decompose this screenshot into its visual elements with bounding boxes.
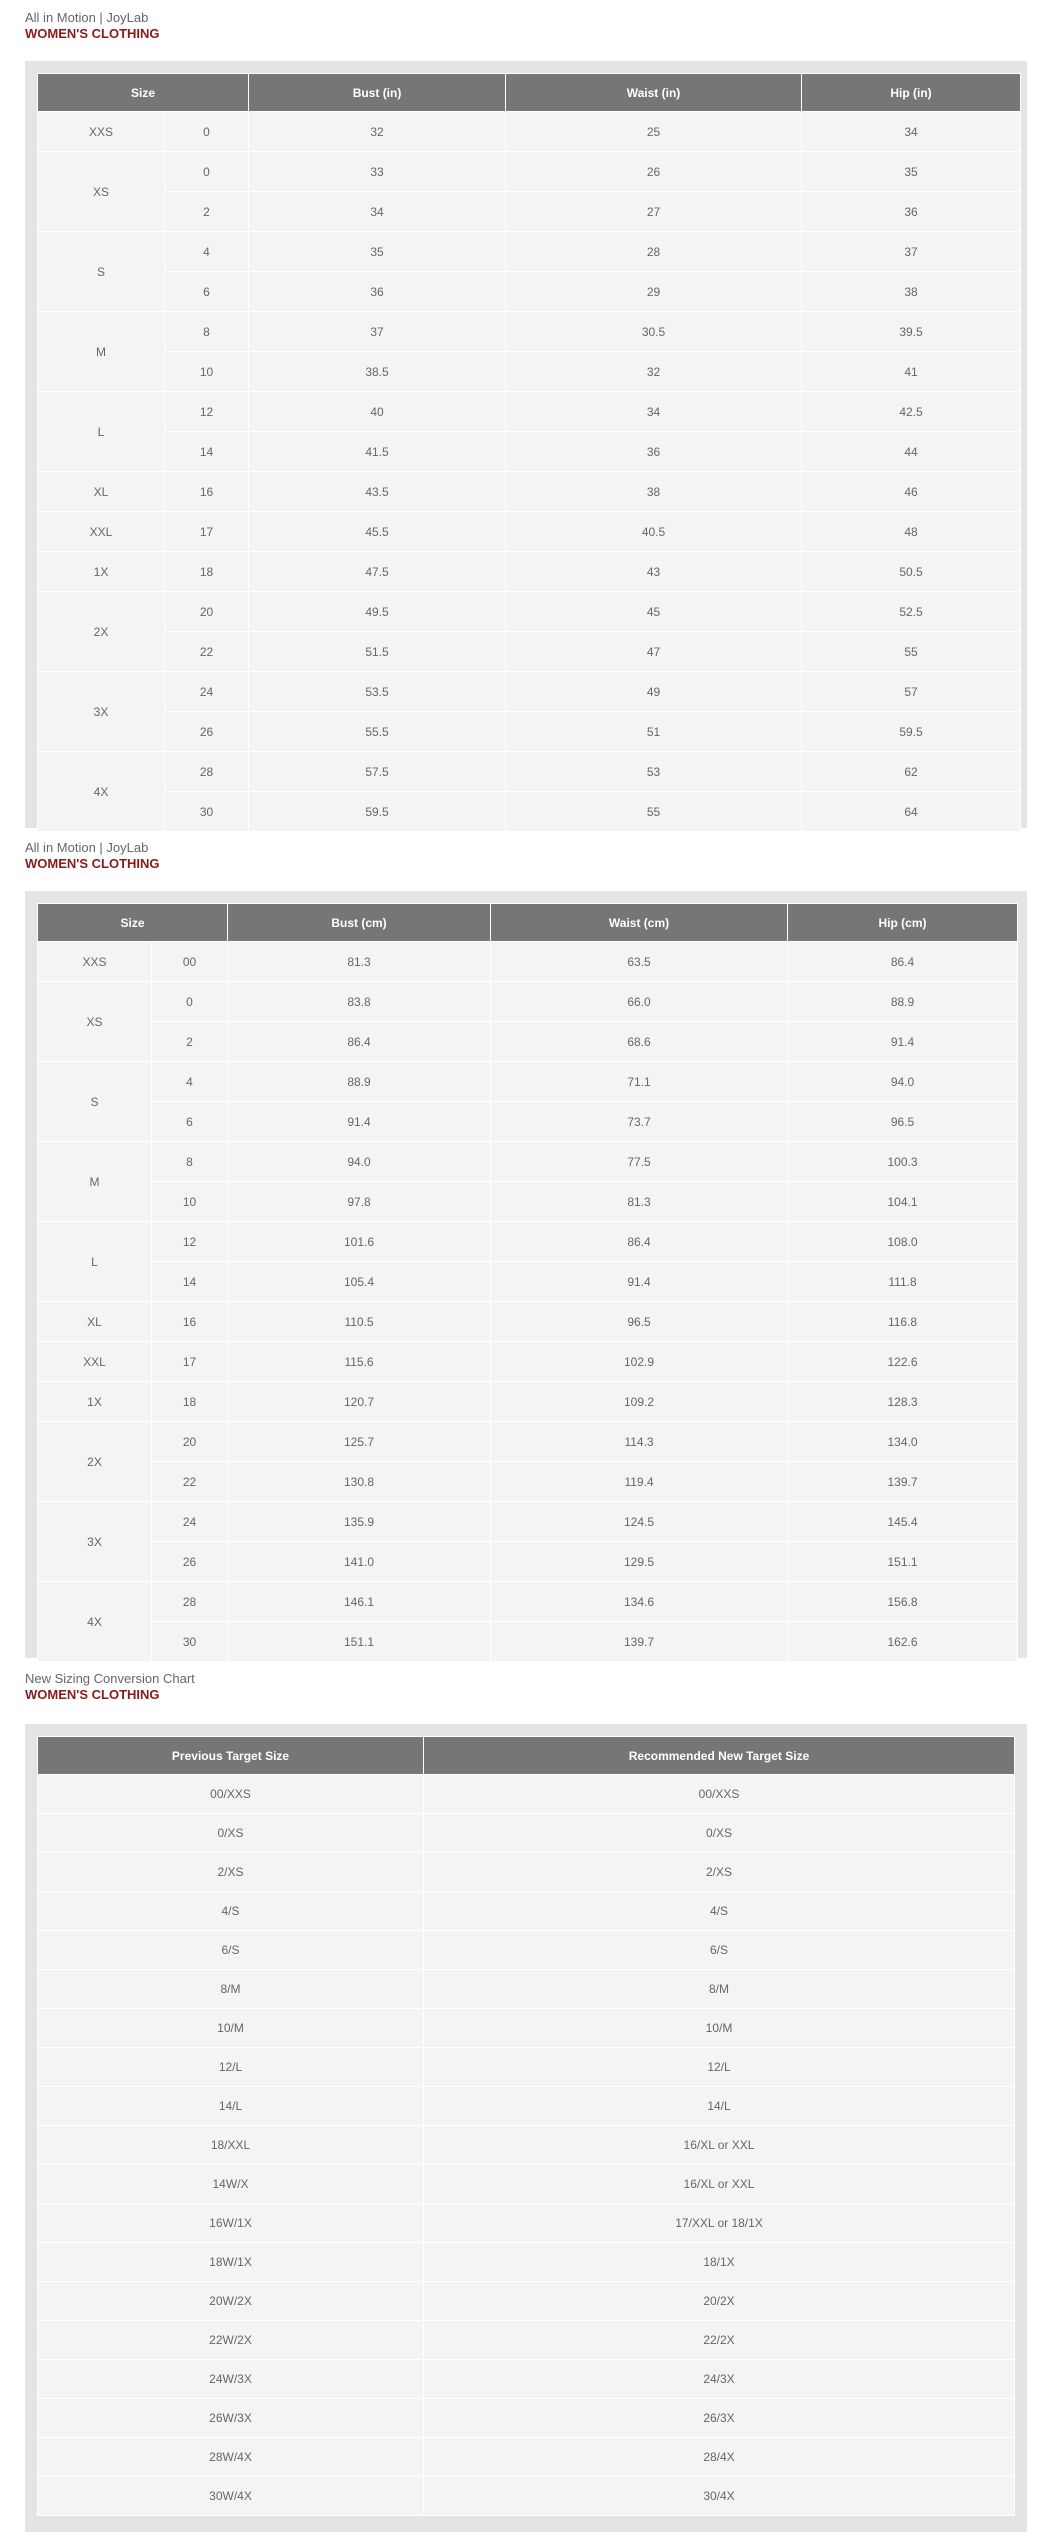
table-row — [38, 1462, 1017, 1501]
conversion-body — [38, 1775, 1014, 2515]
numeric-size-cell: 4 — [152, 1062, 227, 1101]
recommended-size-cell: 0/XS — [424, 1814, 1014, 1852]
table-row — [38, 2438, 1014, 2476]
table-row — [38, 312, 1020, 351]
conversion-chart-title: New Sizing Conversion Chart — [25, 1671, 195, 1686]
recommended-size-cell: 8/M — [424, 1970, 1014, 2008]
header-previous-size: Previous Target Size — [38, 1737, 423, 1774]
size-chart-cm-table — [37, 903, 1018, 1662]
size-label-cell: 4X — [38, 1582, 151, 1661]
category-title: WOMEN'S CLOTHING — [25, 1687, 160, 1702]
waist-cell: 81.3 — [491, 1182, 787, 1221]
table-row — [38, 1622, 1017, 1661]
previous-size-cell: 16W/1X — [38, 2204, 423, 2242]
table-row — [38, 2048, 1014, 2086]
table-row — [38, 1222, 1017, 1261]
table-row — [38, 232, 1020, 271]
header-waist: Waist (cm) — [491, 904, 787, 941]
waist-cell: 32 — [506, 352, 801, 391]
bust-cell: 110.5 — [228, 1302, 490, 1341]
previous-size-cell: 22W/2X — [38, 2321, 423, 2359]
numeric-size-cell: 0 — [152, 982, 227, 1021]
numeric-size-cell: 10 — [152, 1182, 227, 1221]
table-row — [38, 2126, 1014, 2164]
size-chart-body — [38, 112, 1020, 831]
waist-cell: 129.5 — [491, 1542, 787, 1581]
numeric-size-cell: 16 — [152, 1302, 227, 1341]
size-label-cell: 3X — [38, 1502, 151, 1581]
numeric-size-cell: 30 — [152, 1622, 227, 1661]
category-title: WOMEN'S CLOTHING — [25, 26, 160, 41]
hip-cell: 62 — [802, 752, 1020, 791]
recommended-size-cell: 26/3X — [424, 2399, 1014, 2437]
bust-cell: 34 — [249, 192, 505, 231]
numeric-size-cell: 12 — [165, 392, 248, 431]
bust-cell: 35 — [249, 232, 505, 271]
waist-cell: 139.7 — [491, 1622, 787, 1661]
waist-cell: 29 — [506, 272, 801, 311]
size-conversion-table — [37, 1736, 1015, 2516]
bust-cell: 135.9 — [228, 1502, 490, 1541]
waist-cell: 25 — [506, 112, 801, 151]
table-row — [38, 512, 1020, 551]
hip-cell: 116.8 — [788, 1302, 1017, 1341]
header-size: Size — [38, 904, 227, 941]
waist-cell: 71.1 — [491, 1062, 787, 1101]
header-size: Size — [38, 74, 248, 111]
numeric-size-cell: 10 — [165, 352, 248, 391]
hip-cell: 46 — [802, 472, 1020, 511]
size-chart-inches-section — [25, 10, 1027, 830]
table-row — [38, 1502, 1017, 1541]
size-chart-cm-section — [25, 840, 1027, 1660]
header-waist: Waist (in) — [506, 74, 801, 111]
waist-cell: 38 — [506, 472, 801, 511]
waist-cell: 49 — [506, 672, 801, 711]
previous-size-cell: 18/XXL — [38, 2126, 423, 2164]
bust-cell: 32 — [249, 112, 505, 151]
waist-cell: 73.7 — [491, 1102, 787, 1141]
header-bust: Bust (cm) — [228, 904, 490, 941]
hip-cell: 104.1 — [788, 1182, 1017, 1221]
size-label-cell: 2X — [38, 1422, 151, 1501]
hip-cell: 145.4 — [788, 1502, 1017, 1541]
table-row — [38, 672, 1020, 711]
table-row — [38, 752, 1020, 791]
table-row — [38, 2243, 1014, 2281]
numeric-size-cell: 20 — [165, 592, 248, 631]
previous-size-cell: 2/XS — [38, 1853, 423, 1891]
table-row — [38, 1814, 1014, 1852]
hip-cell: 41 — [802, 352, 1020, 391]
hip-cell: 36 — [802, 192, 1020, 231]
hip-cell: 134.0 — [788, 1422, 1017, 1461]
size-label-cell: XS — [38, 152, 164, 231]
size-label-cell: XXL — [38, 512, 164, 551]
size-conversion-section — [25, 1671, 1027, 2533]
table-row — [38, 1342, 1017, 1381]
header-hip: Hip (in) — [802, 74, 1020, 111]
table-row — [38, 2009, 1014, 2047]
brand-label: All in Motion | JoyLab — [25, 840, 149, 855]
table-row — [38, 632, 1020, 671]
table-row — [38, 792, 1020, 831]
waist-cell: 86.4 — [491, 1222, 787, 1261]
bust-cell: 120.7 — [228, 1382, 490, 1421]
numeric-size-cell: 20 — [152, 1422, 227, 1461]
table-panel — [25, 891, 1027, 1658]
bust-cell: 94.0 — [228, 1142, 490, 1181]
waist-cell: 134.6 — [491, 1582, 787, 1621]
previous-size-cell: 6/S — [38, 1931, 423, 1969]
table-row — [38, 2282, 1014, 2320]
bust-cell: 59.5 — [249, 792, 505, 831]
numeric-size-cell: 26 — [165, 712, 248, 751]
waist-cell: 55 — [506, 792, 801, 831]
hip-cell: 94.0 — [788, 1062, 1017, 1101]
size-label-cell: L — [38, 1222, 151, 1301]
numeric-size-cell: 28 — [152, 1582, 227, 1621]
bust-cell: 43.5 — [249, 472, 505, 511]
table-row — [38, 2165, 1014, 2203]
table-row — [38, 432, 1020, 471]
table-row — [38, 1102, 1017, 1141]
numeric-size-cell: 30 — [165, 792, 248, 831]
numeric-size-cell: 22 — [165, 632, 248, 671]
numeric-size-cell: 18 — [152, 1382, 227, 1421]
numeric-size-cell: 4 — [165, 232, 248, 271]
waist-cell: 26 — [506, 152, 801, 191]
hip-cell: 88.9 — [788, 982, 1017, 1021]
table-row — [38, 1775, 1014, 1813]
numeric-size-cell: 6 — [152, 1102, 227, 1141]
hip-cell: 108.0 — [788, 1222, 1017, 1261]
table-row — [38, 1853, 1014, 1891]
size-label-cell: 3X — [38, 672, 164, 751]
table-row — [38, 1182, 1017, 1221]
previous-size-cell: 8/M — [38, 1970, 423, 2008]
size-label-cell: 1X — [38, 552, 164, 591]
recommended-size-cell: 16/XL or XXL — [424, 2165, 1014, 2203]
hip-cell: 122.6 — [788, 1342, 1017, 1381]
bust-cell: 37 — [249, 312, 505, 351]
table-row — [38, 1422, 1017, 1461]
hip-cell: 91.4 — [788, 1022, 1017, 1061]
table-row — [38, 272, 1020, 311]
bust-cell: 41.5 — [249, 432, 505, 471]
hip-cell: 128.3 — [788, 1382, 1017, 1421]
table-row — [38, 592, 1020, 631]
waist-cell: 28 — [506, 232, 801, 271]
numeric-size-cell: 18 — [165, 552, 248, 591]
bust-cell: 91.4 — [228, 1102, 490, 1141]
previous-size-cell: 12/L — [38, 2048, 423, 2086]
size-chart-body — [38, 942, 1017, 1661]
bust-cell: 55.5 — [249, 712, 505, 751]
size-label-cell: M — [38, 312, 164, 391]
hip-cell: 48 — [802, 512, 1020, 551]
hip-cell: 151.1 — [788, 1542, 1017, 1581]
table-row — [38, 2204, 1014, 2242]
size-label-cell: L — [38, 392, 164, 471]
size-label-cell: S — [38, 232, 164, 311]
numeric-size-cell: 0 — [165, 152, 248, 191]
hip-cell: 37 — [802, 232, 1020, 271]
recommended-size-cell: 16/XL or XXL — [424, 2126, 1014, 2164]
numeric-size-cell: 26 — [152, 1542, 227, 1581]
waist-cell: 124.5 — [491, 1502, 787, 1541]
bust-cell: 83.8 — [228, 982, 490, 1021]
previous-size-cell: 30W/4X — [38, 2477, 423, 2515]
table-panel — [25, 1724, 1027, 2532]
table-row — [38, 1892, 1014, 1930]
waist-cell: 30.5 — [506, 312, 801, 351]
numeric-size-cell: 12 — [152, 1222, 227, 1261]
numeric-size-cell: 17 — [165, 512, 248, 551]
waist-cell: 40.5 — [506, 512, 801, 551]
bust-cell: 105.4 — [228, 1262, 490, 1301]
category-title: WOMEN'S CLOTHING — [25, 856, 160, 871]
recommended-size-cell: 18/1X — [424, 2243, 1014, 2281]
numeric-size-cell: 24 — [165, 672, 248, 711]
table-row — [38, 1262, 1017, 1301]
numeric-size-cell: 17 — [152, 1342, 227, 1381]
waist-cell: 119.4 — [491, 1462, 787, 1501]
table-row — [38, 1931, 1014, 1969]
bust-cell: 115.6 — [228, 1342, 490, 1381]
recommended-size-cell: 2/XS — [424, 1853, 1014, 1891]
size-label-cell: XXL — [38, 1342, 151, 1381]
hip-cell: 34 — [802, 112, 1020, 151]
bust-cell: 33 — [249, 152, 505, 191]
size-label-cell: XS — [38, 982, 151, 1061]
numeric-size-cell: 6 — [165, 272, 248, 311]
hip-cell: 59.5 — [802, 712, 1020, 751]
previous-size-cell: 10/M — [38, 2009, 423, 2047]
bust-cell: 101.6 — [228, 1222, 490, 1261]
waist-cell: 114.3 — [491, 1422, 787, 1461]
waist-cell: 66.0 — [491, 982, 787, 1021]
table-row — [38, 152, 1020, 191]
numeric-size-cell: 22 — [152, 1462, 227, 1501]
hip-cell: 64 — [802, 792, 1020, 831]
waist-cell: 96.5 — [491, 1302, 787, 1341]
table-panel — [25, 61, 1027, 828]
table-row — [38, 1142, 1017, 1181]
hip-cell: 44 — [802, 432, 1020, 471]
size-label-cell: M — [38, 1142, 151, 1221]
waist-cell: 109.2 — [491, 1382, 787, 1421]
size-chart-inches-table — [37, 73, 1021, 832]
numeric-size-cell: 28 — [165, 752, 248, 791]
waist-cell: 34 — [506, 392, 801, 431]
bust-cell: 47.5 — [249, 552, 505, 591]
table-row — [38, 982, 1017, 1021]
table-row — [38, 1302, 1017, 1341]
table-row — [38, 352, 1020, 391]
recommended-size-cell: 22/2X — [424, 2321, 1014, 2359]
previous-size-cell: 26W/3X — [38, 2399, 423, 2437]
bust-cell: 146.1 — [228, 1582, 490, 1621]
table-row — [38, 712, 1020, 751]
recommended-size-cell: 00/XXS — [424, 1775, 1014, 1813]
hip-cell: 100.3 — [788, 1142, 1017, 1181]
hip-cell: 55 — [802, 632, 1020, 671]
brand-label: All in Motion | JoyLab — [25, 10, 149, 25]
table-row — [38, 2399, 1014, 2437]
bust-cell: 57.5 — [249, 752, 505, 791]
table-row — [38, 112, 1020, 151]
waist-cell: 77.5 — [491, 1142, 787, 1181]
numeric-size-cell: 14 — [165, 432, 248, 471]
bust-cell: 81.3 — [228, 942, 490, 981]
waist-cell: 51 — [506, 712, 801, 751]
size-label-cell: 1X — [38, 1382, 151, 1421]
hip-cell: 35 — [802, 152, 1020, 191]
table-row — [38, 2321, 1014, 2359]
hip-cell: 57 — [802, 672, 1020, 711]
table-row — [38, 1022, 1017, 1061]
previous-size-cell: 24W/3X — [38, 2360, 423, 2398]
previous-size-cell: 18W/1X — [38, 2243, 423, 2281]
hip-cell: 86.4 — [788, 942, 1017, 981]
recommended-size-cell: 20/2X — [424, 2282, 1014, 2320]
waist-cell: 47 — [506, 632, 801, 671]
waist-cell: 68.6 — [491, 1022, 787, 1061]
numeric-size-cell: 16 — [165, 472, 248, 511]
table-row — [38, 1542, 1017, 1581]
table-row — [38, 2087, 1014, 2125]
table-row — [38, 392, 1020, 431]
previous-size-cell: 14/L — [38, 2087, 423, 2125]
bust-cell: 141.0 — [228, 1542, 490, 1581]
waist-cell: 45 — [506, 592, 801, 631]
table-row — [38, 942, 1017, 981]
recommended-size-cell: 24/3X — [424, 2360, 1014, 2398]
bust-cell: 36 — [249, 272, 505, 311]
table-row — [38, 1382, 1017, 1421]
recommended-size-cell: 17/XXL or 18/1X — [424, 2204, 1014, 2242]
size-label-cell: 4X — [38, 752, 164, 831]
bust-cell: 151.1 — [228, 1622, 490, 1661]
numeric-size-cell: 00 — [152, 942, 227, 981]
header-new-size: Recommended New Target Size — [424, 1737, 1014, 1774]
waist-cell: 43 — [506, 552, 801, 591]
recommended-size-cell: 12/L — [424, 2048, 1014, 2086]
waist-cell: 63.5 — [491, 942, 787, 981]
bust-cell: 130.8 — [228, 1462, 490, 1501]
hip-cell: 162.6 — [788, 1622, 1017, 1661]
size-label-cell: XL — [38, 472, 164, 511]
previous-size-cell: 0/XS — [38, 1814, 423, 1852]
bust-cell: 51.5 — [249, 632, 505, 671]
table-row — [38, 2360, 1014, 2398]
recommended-size-cell: 14/L — [424, 2087, 1014, 2125]
waist-cell: 91.4 — [491, 1262, 787, 1301]
size-label-cell: XXS — [38, 942, 151, 981]
hip-cell: 52.5 — [802, 592, 1020, 631]
recommended-size-cell: 10/M — [424, 2009, 1014, 2047]
bust-cell: 38.5 — [249, 352, 505, 391]
size-label-cell: XL — [38, 1302, 151, 1341]
hip-cell: 42.5 — [802, 392, 1020, 431]
table-row — [38, 472, 1020, 511]
waist-cell: 36 — [506, 432, 801, 471]
numeric-size-cell: 8 — [152, 1142, 227, 1181]
numeric-size-cell: 0 — [165, 112, 248, 151]
table-row — [38, 552, 1020, 591]
bust-cell: 125.7 — [228, 1422, 490, 1461]
recommended-size-cell: 4/S — [424, 1892, 1014, 1930]
previous-size-cell: 14W/X — [38, 2165, 423, 2203]
waist-cell: 27 — [506, 192, 801, 231]
bust-cell: 49.5 — [249, 592, 505, 631]
table-row — [38, 2477, 1014, 2515]
previous-size-cell: 20W/2X — [38, 2282, 423, 2320]
bust-cell: 86.4 — [228, 1022, 490, 1061]
numeric-size-cell: 14 — [152, 1262, 227, 1301]
hip-cell: 156.8 — [788, 1582, 1017, 1621]
bust-cell: 88.9 — [228, 1062, 490, 1101]
recommended-size-cell: 30/4X — [424, 2477, 1014, 2515]
size-label-cell: 2X — [38, 592, 164, 671]
bust-cell: 53.5 — [249, 672, 505, 711]
table-row — [38, 1062, 1017, 1101]
waist-cell: 53 — [506, 752, 801, 791]
hip-cell: 50.5 — [802, 552, 1020, 591]
hip-cell: 139.7 — [788, 1462, 1017, 1501]
bust-cell: 97.8 — [228, 1182, 490, 1221]
hip-cell: 38 — [802, 272, 1020, 311]
table-row — [38, 1582, 1017, 1621]
header-hip: Hip (cm) — [788, 904, 1017, 941]
header-bust: Bust (in) — [249, 74, 505, 111]
previous-size-cell: 00/XXS — [38, 1775, 423, 1813]
numeric-size-cell: 2 — [165, 192, 248, 231]
hip-cell: 96.5 — [788, 1102, 1017, 1141]
size-label-cell: S — [38, 1062, 151, 1141]
waist-cell: 102.9 — [491, 1342, 787, 1381]
size-label-cell: XXS — [38, 112, 164, 151]
recommended-size-cell: 28/4X — [424, 2438, 1014, 2476]
previous-size-cell: 4/S — [38, 1892, 423, 1930]
bust-cell: 45.5 — [249, 512, 505, 551]
bust-cell: 40 — [249, 392, 505, 431]
table-row — [38, 1970, 1014, 2008]
numeric-size-cell: 24 — [152, 1502, 227, 1541]
hip-cell: 111.8 — [788, 1262, 1017, 1301]
table-row — [38, 192, 1020, 231]
hip-cell: 39.5 — [802, 312, 1020, 351]
numeric-size-cell: 8 — [165, 312, 248, 351]
previous-size-cell: 28W/4X — [38, 2438, 423, 2476]
numeric-size-cell: 2 — [152, 1022, 227, 1061]
recommended-size-cell: 6/S — [424, 1931, 1014, 1969]
